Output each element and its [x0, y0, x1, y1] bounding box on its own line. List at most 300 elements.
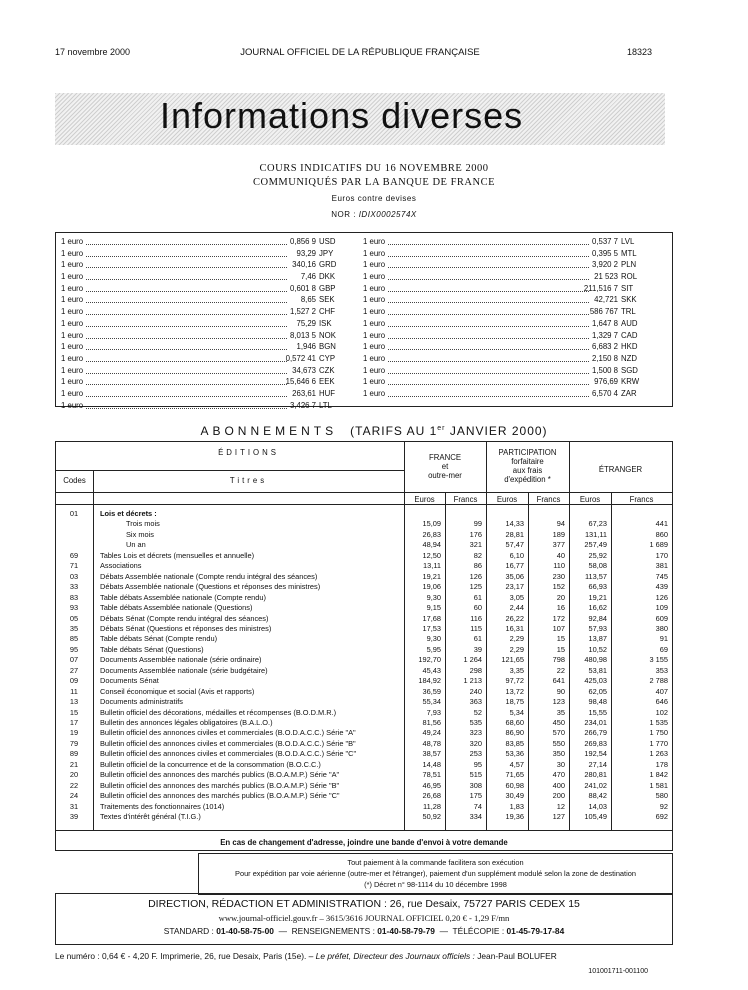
- price-cell: 425,03: [584, 676, 607, 686]
- price-cell: 105,49: [584, 812, 607, 822]
- direction-box: [55, 893, 673, 945]
- price-cell: 55,34: [422, 697, 441, 707]
- price-cell: 86,90: [505, 728, 524, 738]
- edition-code: 05: [69, 613, 79, 623]
- currency-code: USD: [319, 237, 336, 246]
- edition-code: 09: [69, 676, 79, 686]
- header-codes: Codes: [63, 476, 86, 485]
- table-row: [56, 519, 672, 529]
- table-row: [56, 802, 672, 812]
- edition-title: Documents Assemblée nationale (série budgétaire): [100, 665, 268, 675]
- abonnements-subtitle-pre: (TARIFS AU 1: [350, 424, 438, 438]
- price-cell: 178: [655, 759, 668, 769]
- rate-value: 15,646 6: [285, 377, 316, 387]
- leader-dots: [86, 338, 287, 339]
- standard-label: STANDARD :: [163, 926, 214, 936]
- leader-dots: [388, 291, 589, 292]
- edition-title: Documents administratifs: [100, 697, 183, 707]
- header-page-number: 18323: [626, 47, 652, 57]
- rate-label: 1 euro: [61, 260, 84, 270]
- leader-dots: [86, 384, 287, 385]
- table-row: [56, 770, 672, 780]
- telecopie-number: 01-45-79-17-84: [506, 926, 565, 936]
- price-cell: 1 689: [649, 540, 668, 550]
- rate-value: 586 767: [589, 307, 618, 317]
- price-cell: 48,94: [422, 540, 441, 550]
- telecopie-label: TÉLÉCOPIE :: [452, 926, 505, 936]
- price-cell: 121,65: [501, 655, 524, 665]
- price-cell: 61: [473, 592, 482, 602]
- price-cell: 5,95: [426, 644, 441, 654]
- leader-dots: [388, 256, 589, 257]
- currency-code: BGN: [319, 342, 336, 352]
- rate-value: 2,150 8: [591, 353, 618, 363]
- abonnements-title: [0, 424, 748, 438]
- edition-code: 07: [69, 655, 79, 665]
- price-cell: 308: [469, 780, 482, 790]
- leader-dots: [86, 256, 287, 257]
- leader-dots: [86, 279, 287, 280]
- price-cell: 95: [473, 759, 482, 769]
- price-cell: 68,60: [505, 718, 524, 727]
- price-cell: 127: [552, 812, 565, 822]
- edition-title: Table débats Assemblée nationale (Questions): [100, 603, 253, 613]
- rate-label: 1 euro: [363, 295, 386, 305]
- rate-label: 1 euro: [363, 248, 386, 258]
- rates-left-column: [56, 237, 352, 412]
- edition-code: 22: [69, 780, 79, 790]
- price-cell: 16,62: [588, 603, 607, 613]
- price-cell: 320: [469, 738, 482, 748]
- rate-row: [56, 377, 352, 389]
- table-row: [56, 760, 672, 770]
- edition-code: 71: [69, 561, 79, 571]
- edition-code: 89: [69, 749, 79, 759]
- edition-title: Bulletin officiel des annonces civiles et commerciales (B.O.D.A.C.C.) Série "C": [100, 749, 357, 759]
- renseignements-number: 01-40-58-79-79: [377, 926, 435, 936]
- leader-dots: [86, 373, 287, 374]
- edition-code: 17: [69, 718, 79, 727]
- currency-code: CZK: [319, 365, 335, 375]
- price-cell: 36,59: [422, 686, 441, 696]
- edition-title: Débats Sénat (Questions et réponses des ministres): [100, 623, 272, 633]
- price-cell: 860: [655, 529, 668, 539]
- price-cell: 57,93: [588, 623, 607, 633]
- edition-code: 19: [69, 728, 79, 738]
- price-cell: 298: [469, 665, 482, 675]
- leader-dots: [104, 568, 402, 569]
- edition-code: 85: [69, 634, 79, 644]
- rate-value: 0,572 41: [285, 353, 316, 363]
- currency-code: GRD: [319, 260, 337, 270]
- header-editions: ÉDITIONS: [218, 448, 279, 457]
- price-cell: 48,78: [422, 738, 441, 748]
- table-row: [56, 666, 672, 676]
- price-cell: 35,06: [505, 571, 524, 581]
- rate-row: [358, 389, 654, 401]
- table-row: [56, 561, 672, 571]
- rate-label: 1 euro: [363, 260, 386, 270]
- price-cell: 266,79: [584, 728, 607, 738]
- rate-value: 75,29: [296, 318, 316, 328]
- price-cell: 15: [556, 634, 565, 644]
- price-cell: 46,95: [422, 780, 441, 790]
- payment-info-box: [198, 853, 673, 895]
- edition-title: Bulletin officiel des annonces civiles et commerciales (B.O.D.A.C.C.) Série "B": [100, 738, 356, 748]
- table-row: [56, 728, 672, 738]
- price-cell: 94: [556, 519, 565, 529]
- currency-code: DKK: [319, 272, 336, 282]
- currency-code: CAD: [621, 330, 638, 340]
- price-cell: 172: [552, 613, 565, 623]
- price-cell: 1 535: [649, 718, 668, 727]
- rate-label: 1 euro: [363, 377, 386, 387]
- rate-value: 6,570 4: [591, 388, 618, 398]
- edition-title: Un an: [126, 540, 146, 550]
- table-row: [56, 530, 672, 540]
- price-cell: 86: [473, 561, 482, 571]
- price-cell: 102: [655, 707, 668, 717]
- price-cell: 323: [469, 728, 482, 738]
- table-row: [56, 676, 672, 686]
- edition-title: Table débats Sénat (Questions): [100, 644, 204, 654]
- price-cell: 152: [552, 582, 565, 592]
- rate-row: [358, 319, 654, 331]
- leader-dots: [86, 267, 287, 268]
- price-cell: 350: [552, 749, 565, 759]
- rate-value: 340,16: [292, 260, 316, 270]
- price-cell: 234,01: [584, 718, 607, 727]
- price-cell: 14,48: [422, 759, 441, 769]
- price-cell: 450: [552, 718, 565, 727]
- price-cell: 9,30: [426, 634, 441, 644]
- header-etranger: ÉTRANGER: [598, 465, 643, 474]
- air-shipping-note: Pour expédition par voie aérienne (outre-mer et l'étranger), paiement d'un supplément modulé selon la zone de destination: [235, 869, 636, 878]
- price-cell: 580: [655, 791, 668, 801]
- table-row: [56, 739, 672, 749]
- table-row: [56, 551, 672, 561]
- rate-label: 1 euro: [61, 377, 84, 387]
- price-cell: 53,36: [505, 749, 524, 759]
- rate-value: 34,673: [292, 365, 316, 375]
- edition-title: Bulletin officiel des annonces des marchés publics (B.O.A.M.P.) Série "B": [100, 780, 340, 790]
- nor-label: NOR :: [331, 210, 356, 219]
- leader-dots: [86, 244, 287, 245]
- rate-row: [358, 249, 654, 261]
- rate-label: 1 euro: [363, 330, 386, 340]
- price-cell: 13,87: [588, 634, 607, 644]
- currency-code: ZAR: [621, 388, 637, 398]
- currency-code: LVL: [621, 237, 635, 246]
- price-cell: 4,57: [509, 759, 524, 769]
- rate-label: 1 euro: [61, 388, 84, 398]
- price-cell: 26,22: [505, 613, 524, 623]
- edition-title: Lois et décrets :: [100, 509, 157, 518]
- rate-row: [358, 237, 654, 249]
- leader-dots: [388, 314, 589, 315]
- price-cell: 22: [556, 665, 565, 675]
- header-francs-france: Francs: [453, 495, 478, 504]
- price-cell: 609: [655, 613, 668, 623]
- edition-title: Débats Sénat (Compte rendu intégral des séances): [100, 613, 269, 623]
- edition-code: 27: [69, 665, 79, 675]
- banner-title: Informations diverses: [160, 95, 524, 136]
- currency-code: MTL: [621, 248, 637, 258]
- rate-row: [56, 237, 352, 249]
- direction-address: 26, rue Desaix, 75727 PARIS CEDEX 15: [386, 898, 580, 910]
- edition-code: 24: [69, 791, 79, 801]
- table-row: [56, 687, 672, 697]
- table-row: [56, 718, 672, 728]
- rate-label: 1 euro: [61, 342, 84, 352]
- header-francs-etranger: Francs: [629, 495, 654, 504]
- imprint-line: [55, 951, 557, 961]
- edition-title: Table débats Assemblée nationale (Compte rendu): [100, 592, 266, 602]
- currency-code: SIT: [621, 283, 634, 293]
- edition-code: 20: [69, 770, 79, 780]
- leader-dots: [388, 244, 589, 245]
- price-cell: 83,85: [505, 738, 524, 748]
- leader-dots: [388, 326, 589, 327]
- price-cell: 200: [552, 791, 565, 801]
- edition-code: 11: [70, 686, 78, 696]
- rate-value: 1,946: [296, 342, 316, 352]
- cours-subtitle: Euros contre devises: [331, 194, 417, 203]
- price-cell: 407: [655, 686, 668, 696]
- price-cell: 13,11: [423, 561, 441, 571]
- price-cell: 745: [655, 571, 668, 581]
- rate-value: 93,29: [296, 248, 316, 258]
- exchange-rates-box: [55, 232, 673, 410]
- price-cell: 113,57: [584, 571, 607, 581]
- table-row: [56, 634, 672, 644]
- price-cell: 115: [470, 623, 482, 633]
- edition-code: 01: [69, 509, 79, 518]
- rate-value: 976,69: [594, 377, 618, 387]
- price-cell: 97,72: [505, 676, 524, 686]
- imprint-numero: Le numéro : 0,64 € - 4,20 F. Imprimerie, 26, rue Desaix, Paris (15e).: [55, 951, 307, 961]
- document-reference: 101001711-001100: [588, 968, 648, 975]
- price-cell: 192,54: [584, 749, 607, 759]
- price-cell: 61: [473, 634, 482, 644]
- rate-value: 1,647 8: [591, 318, 618, 328]
- edition-title: Documents Sénat: [100, 676, 159, 686]
- currency-code: ROL: [621, 272, 638, 282]
- leader-dots: [86, 302, 287, 303]
- currency-code: NZD: [621, 353, 638, 363]
- edition-code: 33: [69, 582, 79, 592]
- price-cell: 1 750: [649, 728, 668, 738]
- price-cell: 109: [655, 603, 668, 613]
- currency-code: GBP: [319, 283, 336, 293]
- price-cell: 14,33: [505, 519, 524, 529]
- rate-label: 1 euro: [61, 365, 84, 375]
- table-row: [56, 791, 672, 801]
- leader-dots: [86, 291, 287, 292]
- leader-dots: [86, 326, 287, 327]
- price-cell: 58,08: [588, 561, 607, 571]
- rate-row: [358, 354, 654, 366]
- rate-label: 1 euro: [61, 272, 84, 282]
- table-row: [56, 812, 672, 822]
- price-cell: 45,43: [422, 665, 441, 675]
- price-cell: 321: [469, 540, 482, 550]
- leader-dots: [130, 526, 402, 527]
- price-cell: 30: [556, 759, 565, 769]
- price-cell: 116: [470, 613, 482, 623]
- table-row: [56, 572, 672, 582]
- edition-code: 83: [69, 592, 79, 602]
- rate-row: [358, 366, 654, 378]
- rate-value: 0,395 5: [591, 248, 618, 258]
- rate-row: [56, 354, 352, 366]
- price-cell: 74: [473, 801, 482, 811]
- price-cell: 16,77: [505, 561, 524, 571]
- rate-row: [358, 272, 654, 284]
- currency-code: HKD: [621, 342, 638, 352]
- table-row: [56, 540, 672, 550]
- price-cell: 480,98: [584, 655, 607, 665]
- table-row: [56, 603, 672, 613]
- price-cell: 99: [473, 519, 482, 529]
- price-cell: 192,70: [418, 655, 441, 665]
- price-cell: 81,56: [422, 718, 441, 727]
- edition-title: Documents Assemblée nationale (série ordinaire): [100, 655, 262, 665]
- rate-row: [56, 342, 352, 354]
- cours-line-1: COURS INDICATIFS DU 16 NOVEMBRE 2000: [259, 163, 489, 174]
- rate-row: [56, 249, 352, 261]
- edition-title: Traitements des fonctionnaires (1014): [100, 801, 225, 811]
- price-cell: 125: [469, 582, 482, 592]
- edition-code: 79: [69, 738, 79, 748]
- rate-row: [56, 331, 352, 343]
- edition-title: Table débats Sénat (Compte rendu): [100, 634, 218, 644]
- leader-dots: [130, 547, 402, 548]
- price-cell: 535: [469, 718, 482, 727]
- leader-dots: [86, 408, 287, 409]
- currency-code: SKK: [621, 295, 637, 305]
- edition-title: Bulletin officiel des annonces des marchés publics (B.O.A.M.P.) Série "C": [100, 791, 340, 801]
- price-cell: 646: [655, 697, 668, 707]
- price-cell: 25,92: [588, 550, 607, 560]
- rate-value: 42,721: [594, 295, 618, 305]
- abonnements-subtitle-post: JANVIER 2000): [445, 424, 548, 438]
- price-cell: 19,21: [422, 571, 441, 581]
- price-cell: 1 770: [649, 738, 668, 748]
- rate-label: 1 euro: [61, 353, 84, 363]
- rate-label: 1 euro: [61, 283, 84, 293]
- edition-title: Trois mois: [126, 519, 160, 529]
- price-cell: 107: [552, 623, 565, 633]
- edition-title: Bulletin officiel des annonces civiles et commerciales (B.O.D.A.C.C.) Série "A": [100, 728, 356, 738]
- leader-dots: [388, 396, 589, 397]
- price-cell: 1 213: [463, 676, 482, 686]
- price-cell: 441: [655, 519, 668, 529]
- price-cell: 15: [556, 644, 565, 654]
- rate-value: 8,013 5: [289, 330, 316, 340]
- table-row: [56, 781, 672, 791]
- rate-label: 1 euro: [61, 295, 84, 305]
- currency-code: EEK: [319, 377, 335, 387]
- price-cell: 20: [556, 592, 565, 602]
- price-cell: 110: [553, 561, 565, 571]
- rate-label: 1 euro: [61, 248, 84, 258]
- rate-row: [56, 319, 352, 331]
- price-cell: 2,29: [509, 634, 524, 644]
- price-cell: 334: [469, 812, 482, 822]
- rate-row: [56, 366, 352, 378]
- price-cell: 470: [552, 770, 565, 780]
- price-cell: 3,35: [509, 665, 524, 675]
- price-cell: 27,14: [588, 759, 607, 769]
- rate-label: 1 euro: [61, 400, 84, 410]
- currency-code: TRL: [621, 307, 636, 317]
- header-journal: JOURNAL OFFICIEL DE LA RÉPUBLIQUE FRANÇAISE: [240, 47, 480, 58]
- table-row: [56, 697, 672, 707]
- price-cell: 69: [659, 644, 668, 654]
- leader-dots: [86, 361, 287, 362]
- currency-code: NOK: [319, 330, 336, 340]
- price-cell: 13,72: [505, 686, 524, 696]
- rate-label: 1 euro: [363, 365, 386, 375]
- currency-code: SEK: [319, 295, 335, 305]
- rate-label: 1 euro: [61, 307, 84, 317]
- price-cell: 131,11: [584, 529, 607, 539]
- edition-code: 95: [69, 644, 79, 654]
- header-francs-participation: Francs: [536, 495, 561, 504]
- price-cell: 66,93: [588, 582, 607, 592]
- rate-row: [56, 284, 352, 296]
- rate-label: 1 euro: [61, 237, 84, 246]
- price-cell: 1 263: [649, 749, 668, 759]
- rate-row: [358, 307, 654, 319]
- imprint-name: Jean-Paul BOLUFER: [474, 951, 557, 961]
- currency-code: SGD: [621, 365, 638, 375]
- price-cell: 123: [552, 697, 565, 707]
- edition-code: 03: [69, 571, 79, 581]
- price-cell: 60,98: [505, 780, 524, 790]
- leader-dots: [86, 349, 287, 350]
- price-cell: 26,83: [422, 529, 441, 539]
- edition-title: Textes d'intérêt général (T.I.G.): [100, 812, 201, 822]
- table-row: [56, 624, 672, 634]
- section-banner: [55, 93, 665, 145]
- price-cell: 40: [556, 550, 565, 560]
- price-cell: 88,42: [588, 791, 607, 801]
- price-cell: 269,83: [584, 738, 607, 748]
- price-cell: 11,28: [423, 801, 441, 811]
- price-cell: 3,05: [509, 592, 524, 602]
- price-cell: 2,44: [509, 603, 524, 613]
- leader-dots: [130, 537, 402, 538]
- rate-label: 1 euro: [363, 353, 386, 363]
- cours-line-2: COMMUNIQUÉS PAR LA BANQUE DE FRANCE: [252, 177, 495, 188]
- header-date: 17 novembre 2000: [55, 47, 131, 57]
- rate-row: [358, 260, 654, 272]
- header-euros-participation: Euros: [496, 495, 518, 504]
- price-cell: 17,53: [422, 623, 441, 633]
- rate-value: 7,46: [300, 272, 316, 282]
- price-cell: 253: [469, 749, 482, 759]
- rate-row: [56, 307, 352, 319]
- rate-value: 3,426 7: [289, 400, 316, 410]
- rate-value: 1,527 2: [289, 307, 316, 317]
- price-cell: 439: [655, 582, 668, 592]
- rate-value: 263,61: [292, 388, 316, 398]
- price-cell: 1 842: [649, 770, 668, 780]
- price-cell: 62,05: [588, 686, 607, 696]
- price-cell: 57,47: [505, 540, 524, 550]
